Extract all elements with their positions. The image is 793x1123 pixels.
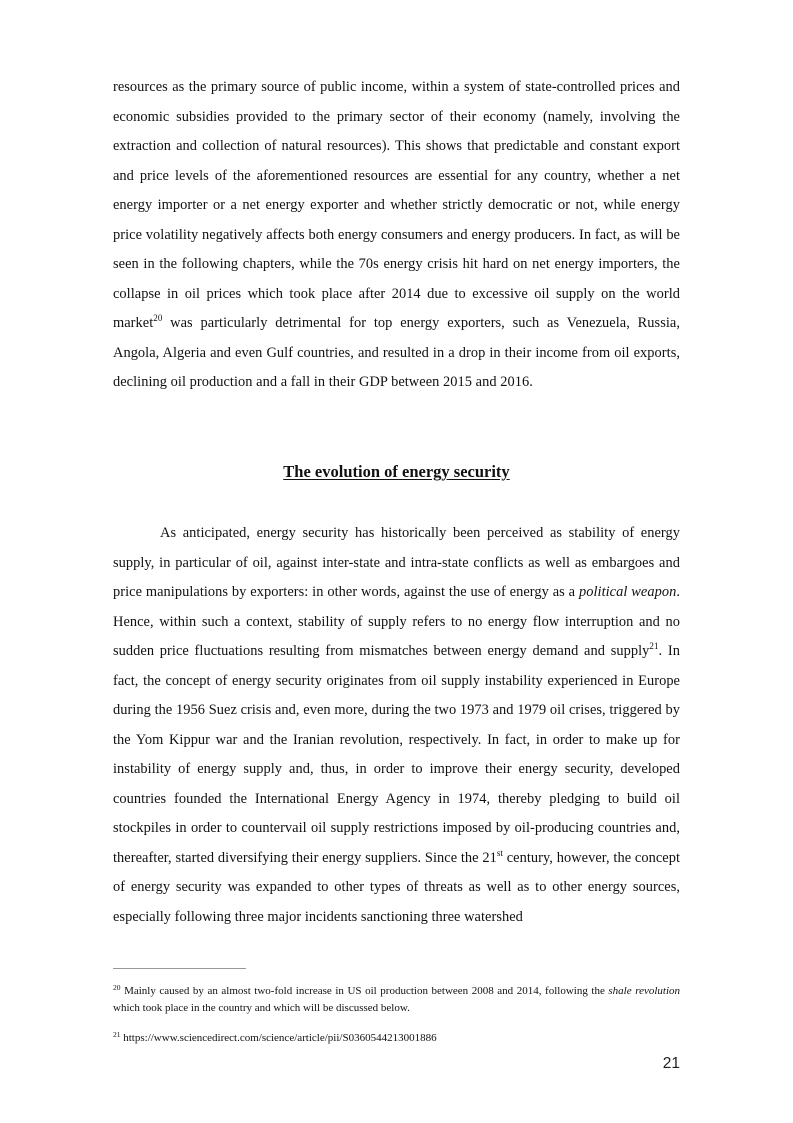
page-number: 21 (662, 1055, 680, 1072)
paragraph-2-part1: As anticipated, energy security has historically been perceived as stability of energy supply, in particular of oil, against inter-state and intra-state conflicts as well as embargoes and price manipulations by exporters: in other words, against the use of energy as a (113, 525, 680, 600)
footnote-ref-21[interactable]: 21 (649, 641, 659, 651)
paragraph-1-text-after: was particularly detrimental for top energy exporters, such as Venezuela, Russia, Angola, Algeria and even Gulf countries, and resulted in a drop in their income from oil exports, declining oil production and a fall in their GDP between 2015 and 2016. (113, 315, 680, 390)
paragraph-2-emphasis: political weapon (578, 584, 677, 600)
footnote-ref-20[interactable]: 20 (153, 313, 163, 323)
paragraph-1-text: resources as the primary source of public income, within a system of state-controlled prices and economic subsidies provided to the primary sector of their economy (namely, involving the extraction and collection of natural resources). This shows that predictable and constant export and price levels of the aforementioned resources are essential for any country, whether a net energy importer or a net energy exporter and whether strictly democratic or not, while energy price volatility negatively affects both energy consumers and energy producers. In fact, as will be seen in the following chapters, while the 70s energy crisis hit hard on net energy importers, the collapse in oil prices which took place after 2014 due to excessive oil supply on the world market (113, 79, 680, 331)
paragraph-2-part2: . Hence, within such a context, stability of supply refers to no energy flow interruption and no sudden price fluctuations resulting from mismatches between energy demand and supply (113, 584, 680, 659)
section-heading: The evolution of energy security (283, 462, 510, 481)
body-paragraph-2 (113, 519, 680, 932)
paragraph-2-part4: century, however, the concept of energy security was expanded to other types of threats as well as to other energy sources, especially following three major incidents sanctioning three watershed (113, 849, 680, 925)
footnote-20-number: 20 (113, 983, 121, 992)
footnote-21-link[interactable]: https://www.sciencedirect.com/science/article/pii/S0360544213001886 (120, 1032, 437, 1044)
footnote-20-text-before: Mainly caused by an almost two-fold increase in US oil production between 2008 and 2014, following the (120, 985, 609, 997)
paragraph-2-part3: . In fact, the concept of energy security originates from oil supply instability experienced in Europe during the 1956 Suez crisis and, even more, during the two 1973 and 1979 oil crises, triggered by the Yom Kippur war and the Iranian revolution, respectively. In fact, in order to make up for instability of energy supply and, thus, in order to improve their energy security, developed countries founded the International Energy Agency in 1974, thereby pledging to build oil stockpiles in order to countervail oil supply restrictions imposed by oil-producing countries and, thereafter, started diversifying their energy suppliers. Since the 21 (113, 643, 680, 866)
footnote-20 (113, 983, 680, 1017)
footnote-separator (113, 968, 246, 969)
body-paragraph-1 (113, 73, 680, 398)
footnote-20-emphasis: shale revolution (608, 985, 680, 997)
footnote-21 (113, 1030, 680, 1047)
footnote-20-text-after: which took place in the country and which will be discussed below. (113, 1002, 410, 1014)
ordinal-suffix: st (496, 847, 503, 858)
footnote-21-number: 21 (113, 1030, 121, 1039)
